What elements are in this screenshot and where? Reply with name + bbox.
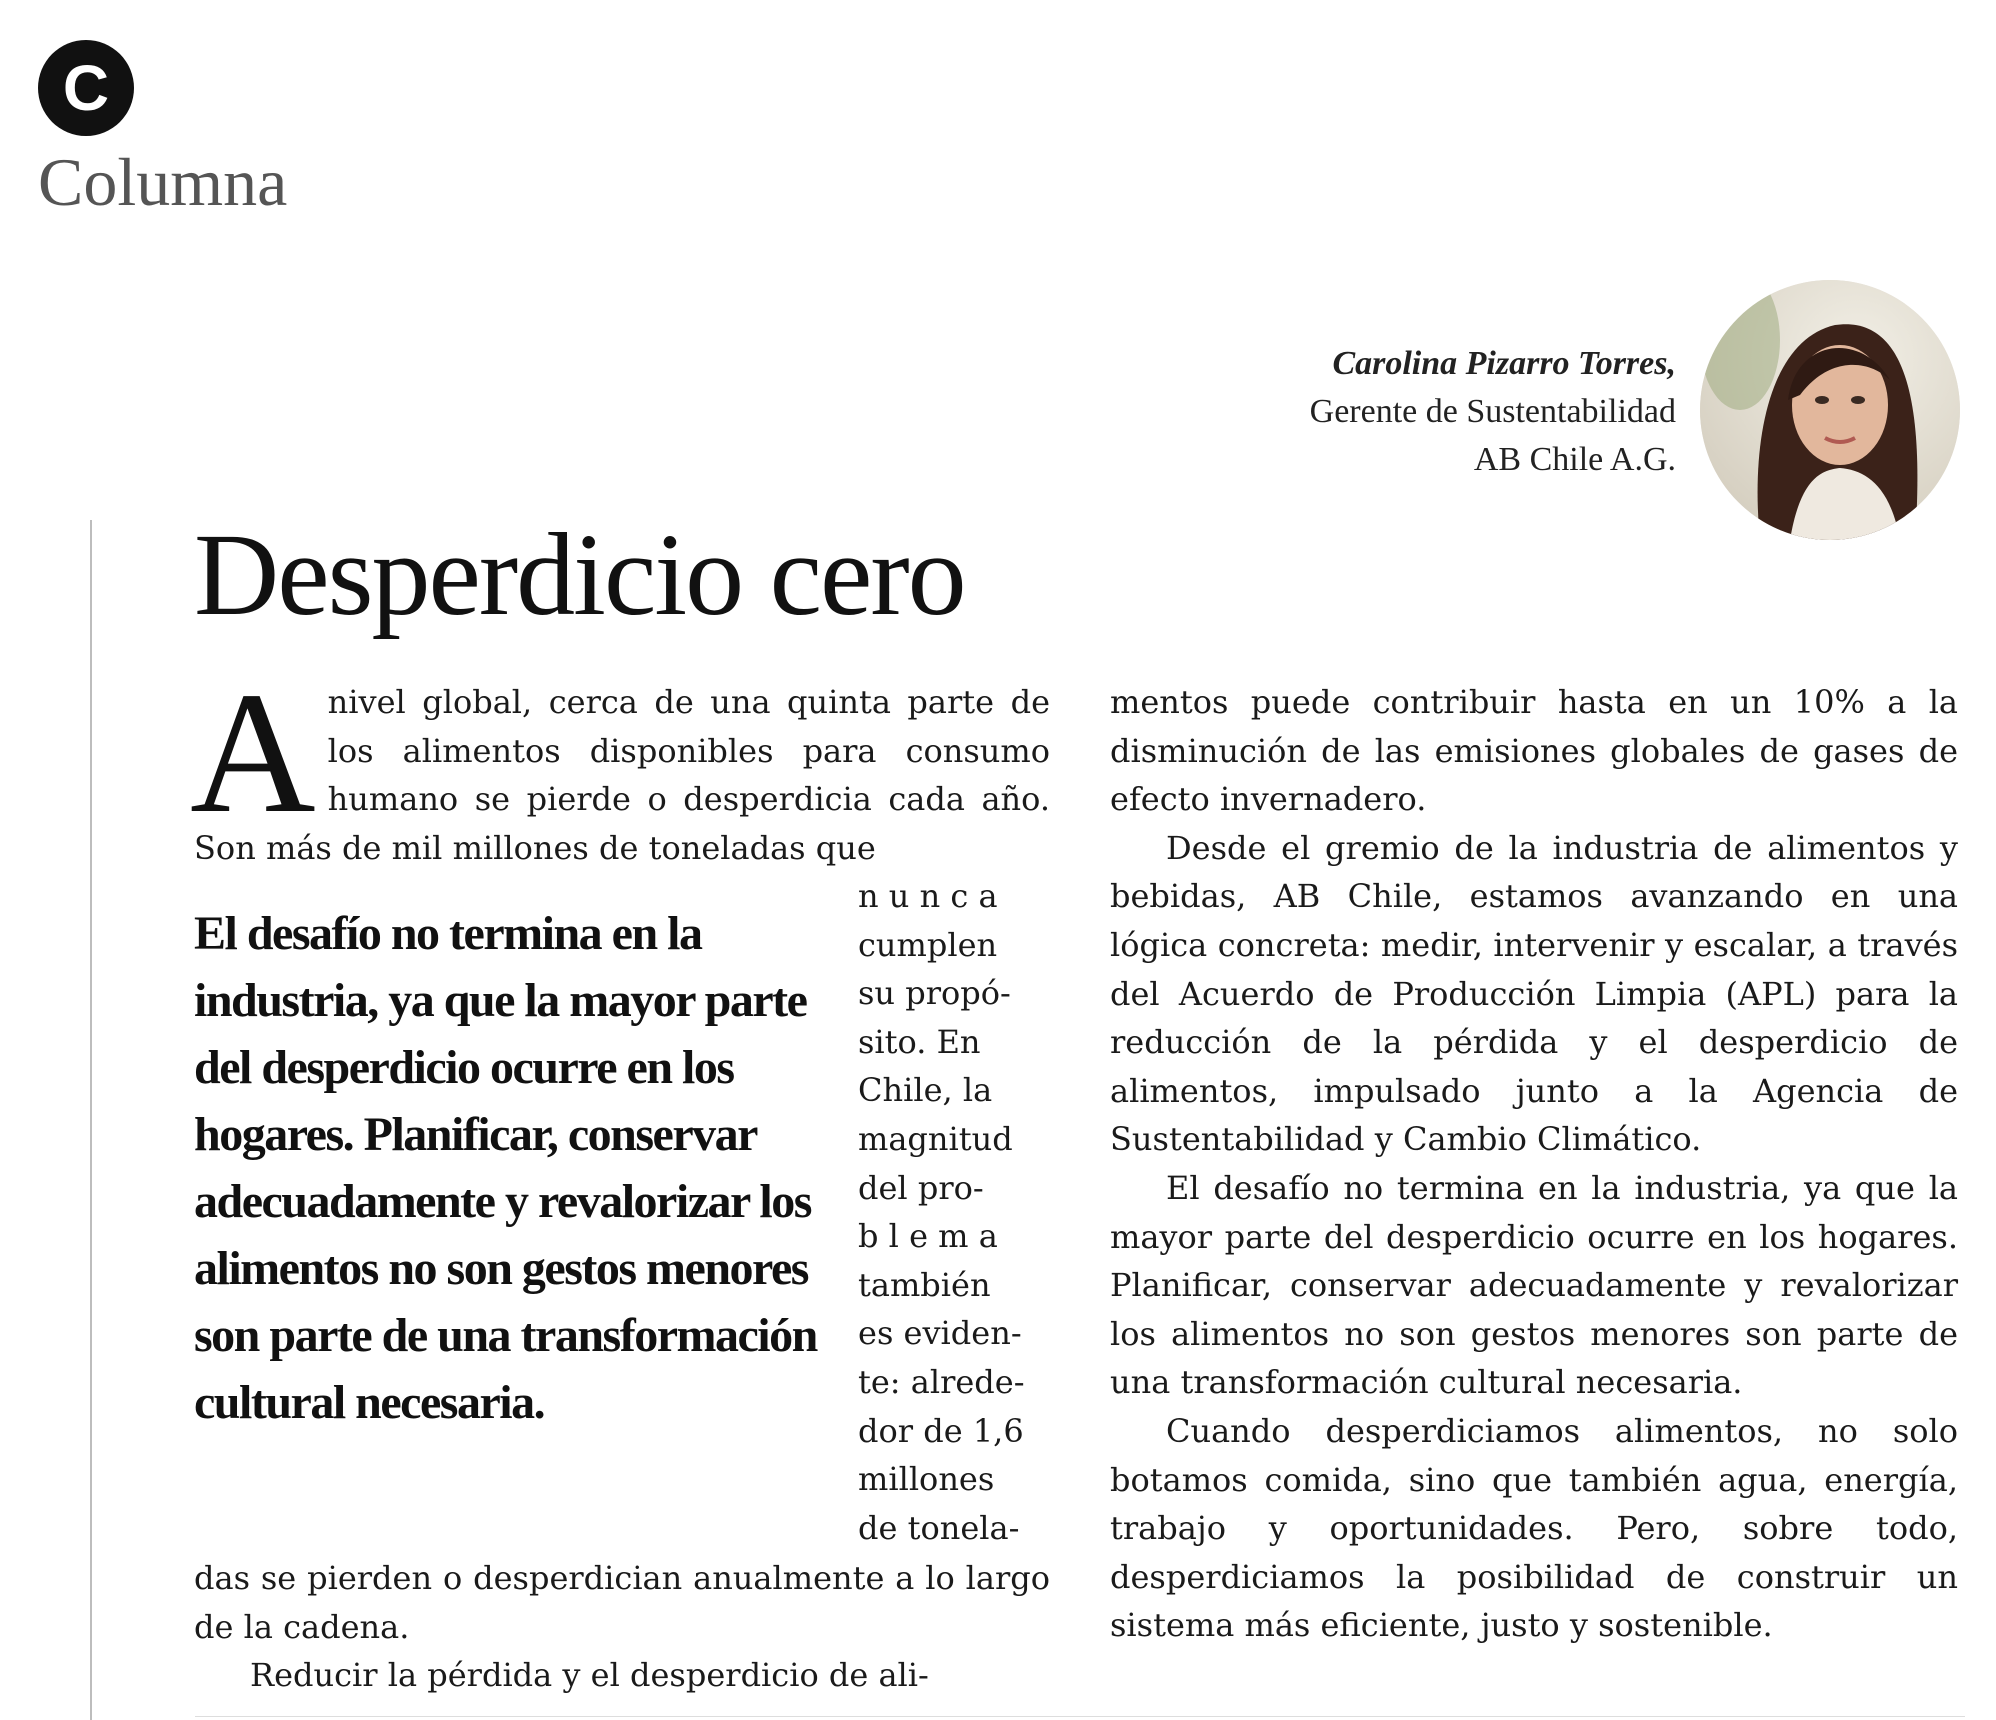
intro-paragraph xyxy=(190,656,1051,872)
narrow-column xyxy=(858,872,1050,1552)
narrow-line: cumplen xyxy=(858,925,998,964)
intro-line: año. Son más de mil millones de toneladas que xyxy=(194,780,1051,867)
narrow-line: millones xyxy=(858,1460,995,1499)
narrow-line: b l e m a xyxy=(858,1217,998,1256)
section-label: Columna xyxy=(38,144,288,220)
intro-line: los alimentos disponibles para consumo xyxy=(327,731,1050,770)
author-name: Carolina Pizarro Torres, xyxy=(1332,345,1676,382)
bottom-rule xyxy=(195,1716,1965,1717)
narrow-line: te: alrede- xyxy=(858,1362,1025,1401)
narrow-line: es eviden- xyxy=(858,1314,1022,1353)
right-column xyxy=(1110,678,1958,1650)
narrow-line: también xyxy=(858,1265,991,1304)
narrow-line: del pro- xyxy=(858,1168,984,1207)
paragraph: Reducir la pérdida y el desperdicio de ali- xyxy=(250,1656,929,1695)
paragraph: Desde el gremio de la industria de alimentos y bebidas, AB Chile, estamos avanzando en una lógica concreta: medir, intervenir y escalar, a través del Acuerdo de Producción Limpia (APL) para la reducción de la pérdida y el desperdicio de alimentos, impulsado junto a la Agencia de Sustentabilidad y Cambio Climático. xyxy=(1110,828,1958,1159)
intro-line: humano se pierde o desperdicia cada xyxy=(327,780,965,819)
narrow-line: magnitud xyxy=(858,1119,1013,1158)
author-photo-icon xyxy=(1700,280,1960,540)
paragraph: das se pierden o desperdician anualmente a lo largo de la cadena. xyxy=(194,1559,1050,1646)
author-block xyxy=(1310,340,1676,484)
narrow-line: n u n c a xyxy=(858,877,998,915)
article-title: Desperdicio cero xyxy=(194,509,965,640)
intro-line: nivel global, cerca de una quinta parte de xyxy=(327,683,1050,721)
narrow-line: dor de 1,6 xyxy=(858,1411,1024,1450)
column-rule xyxy=(90,520,92,1720)
narrow-line: Chile, la xyxy=(858,1071,993,1110)
author-avatar xyxy=(1700,280,1960,540)
drop-cap: A xyxy=(190,656,316,849)
narrow-line: de tonela- xyxy=(858,1508,1020,1547)
narrow-line: su propó- xyxy=(858,974,1011,1013)
author-org: AB Chile A.G. xyxy=(1473,441,1676,478)
narrow-line: sito. En xyxy=(858,1022,981,1061)
pull-quote: El desafío no termina en la industria, ya que la mayor parte del desperdicio ocurre en los hogares. Planificar, conservar adecuadamente y revalorizar los alimentos no son gestos menores son parte de una transformación cultural necesaria. xyxy=(194,907,817,1429)
paragraph: mentos puede contribuir hasta en un 10% a la disminución de las emisiones globales de gases de efecto invernadero. xyxy=(1110,683,1958,819)
left-column-continuation xyxy=(194,1554,1050,1700)
section-badge: C xyxy=(38,40,134,136)
paragraph: El desafío no termina en la industria, ya que la mayor parte del desperdicio ocurre en los hogares. Planificar, conservar adecuadamente y revalorizar los alimentos no son gestos menores son parte de una transformación cultural necesaria. xyxy=(1110,1168,1958,1402)
paragraph: Cuando desperdiciamos alimentos, no solo botamos comida, sino que también agua, energía, trabajo y oportunidades. Pero, sobre todo, desperdiciamos la posibilidad de construir un sistema más eficiente, justo y sostenible. xyxy=(1110,1411,1958,1645)
author-role: Gerente de Sustentabilidad xyxy=(1309,393,1676,430)
